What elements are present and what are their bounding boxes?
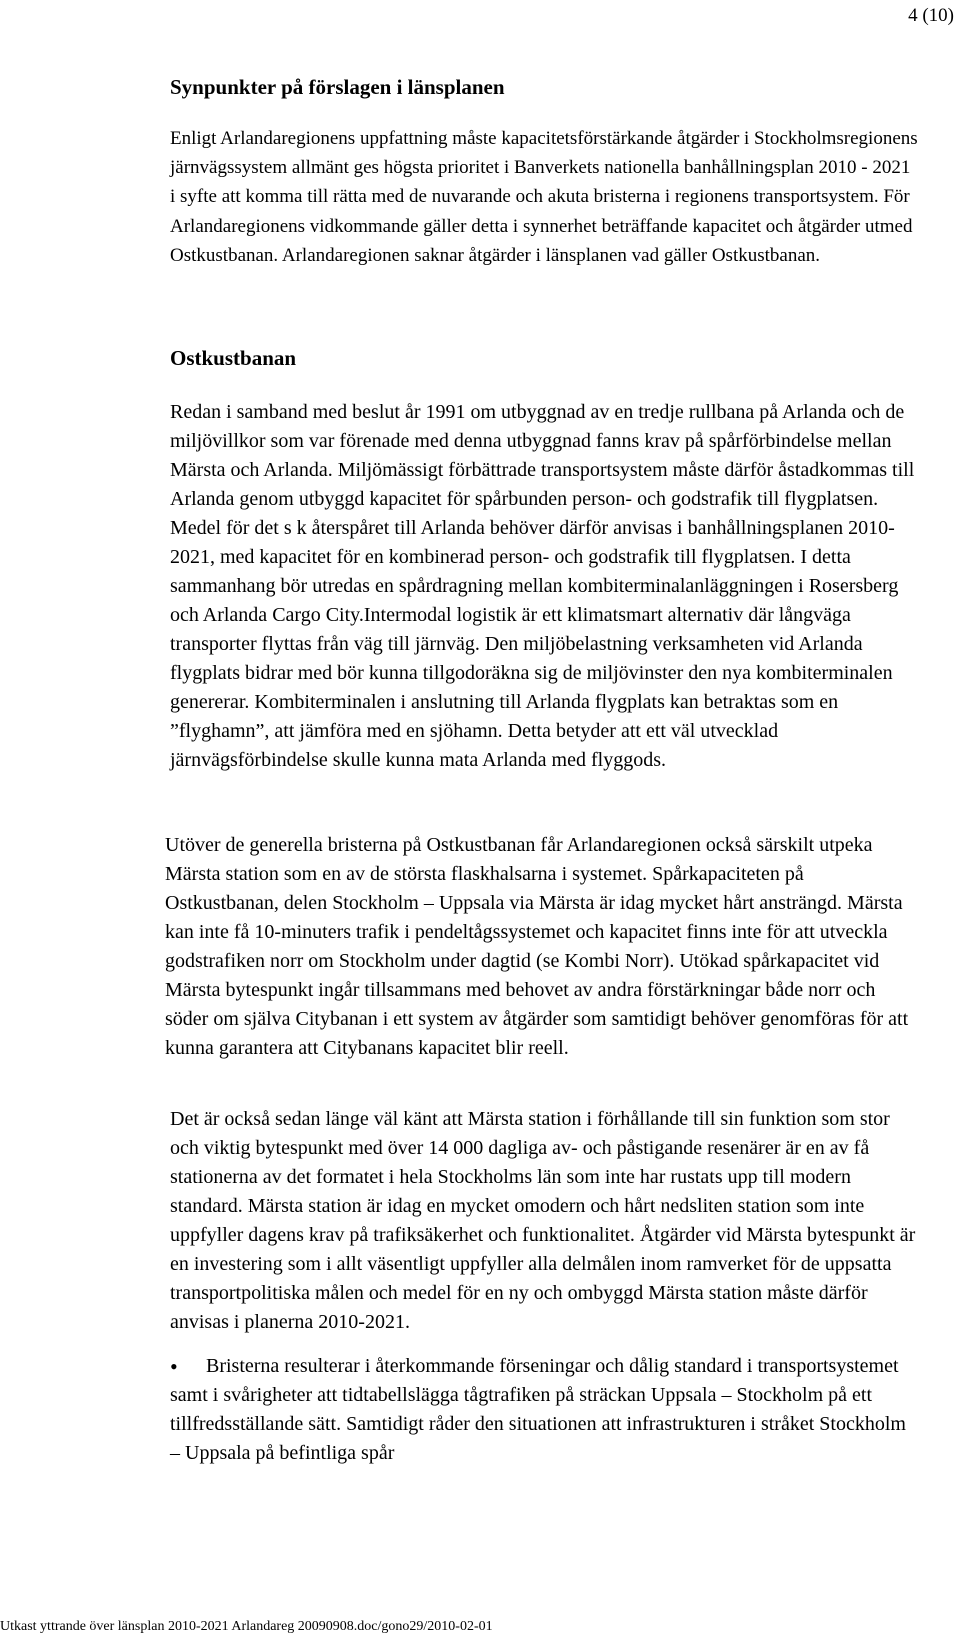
paragraph-intro: Enligt Arlandaregionens uppfattning måste kapacitetsförstärkande åtgärder i Stockholmsregionens järnvägssystem allmänt ges högsta prioritet i Banverkets nationella banhållningsplan 2010 - 2021 i syfte att komma till rätta med de nuvarande och akuta bristerna i regionens transportsystem. För Arlandaregionens vidkommande gäller detta i synnerhet beträffande kapacitet och åtgärder utmed Ostkustbanan. Arlandaregionen saknar åtgärder i länsplanen vad gäller Ostkustbanan. (170, 128, 918, 266)
document-footer: Utkast yttrande över länsplan 2010-2021 Arlandareg 20090908.doc/gono29/2010-02-01 (0, 1619, 493, 1634)
section-heading-synpunkter: Synpunkter på förslagen i länsplanen (170, 75, 505, 99)
paragraph-marsta-flaskhals: Utöver de generella bristerna på Ostkustbanan får Arlandaregionen också särskilt utpeka Märsta station som en av de största flaskhalsarna i systemet. Spårkapaciteten på Ostkustbanan, delen Stockholm – Uppsala via Märsta är idag mycket hårt ansträngd. Märsta kan inte få 10-minuters trafik i pendeltågssystemet och kapacitet finns inte för att utveckla godstrafiken norr om Stockholm under dagtid (se Kombi Norr). Utökad spårkapacitet vid Märsta bytespunkt ingår tillsammans med behovet av andra förstärkningar både norr och söder om själva Citybanan i ett system av åtgärder som samtidigt behöver genomföras för att kunna garantera att Citybanans kapacitet blir reell. (165, 834, 909, 1059)
paragraph-marsta-station: Det är också sedan länge väl känt att Märsta station i förhållande till sin funktion som stor och viktig bytespunkt med över 14 000 dagliga av- och påstigande resenärer är en av få stationerna av det formatet i hela Stockholms län som inte har rustats upp till modern standard. Märsta station är idag en mycket omodern och hårt nedsliten station som inte uppfyller dagens krav på trafiksäkerhet och funktionalitet. Åtgärder vid Märsta bytespunkt är en investering som i allt väsentligt uppfyller alla delmålen inom ramverket för de uppsatta transportpolitiska målen och medel för en ny och ombyggd Märsta station måste därför anvisas i planerna 2010-2021. (170, 1108, 916, 1333)
section-heading-ostkustbanan: Ostkustbanan (170, 346, 297, 370)
bullet-icon: • (170, 1354, 178, 1379)
bullet-text: Bristerna resulterar i återkommande förseningar och dålig standard i transportsystemet samt i svårigheter att tidtabellslägga tågtrafiken på sträckan Uppsala – Stockholm på ett tillfredsställande sätt. Samtidigt råder den situationen att infrastrukturen i stråket Stockholm – Uppsala på befintliga spår (170, 1355, 906, 1464)
paragraph-ostkustbanan: Redan i samband med beslut år 1991 om utbyggnad av en tredje rullbana på Arlanda och de miljövillkor som var förenade med denna utbyggnad fanns krav på spårförbindelse mellan Märsta och Arlanda. Miljömässigt förbättrade transportsystem måste därför åstadkommas till Arlanda genom utbyggd kapacitet för spårbunden person- och godstrafik till flygplatsen. Medel för det s k återspåret till Arlanda behöver därför anvisas i banhållningsplanen 2010-2021, med kapacitet för en kombinerad person- och godstrafik till flygplatsen. I detta sammanhang bör utredas en spårdragning mellan kombiterminalanläggningen i Rosersberg och Arlanda Cargo City.Intermodal logistik är ett klimatsmart alternativ där långväga transporter flyttas från väg till järnväg. Den miljöbelastning verksamheten vid Arlanda flygplats bidrar med bör kunna tillgodoräkna sig de miljövinster den nya kombiterminalen genererar. Kombiterminalen i anslutning till Arlanda flygplats kan betraktas som en ”flyghamn”, att jämföra med en sjöhamn. Detta betyder att ett väl utvecklad järnvägsförbindelse skulle kunna mata Arlanda med flyggods. (170, 401, 915, 771)
page-number: 4 (10) (908, 5, 954, 26)
bullet-list-item (170, 1352, 920, 1468)
